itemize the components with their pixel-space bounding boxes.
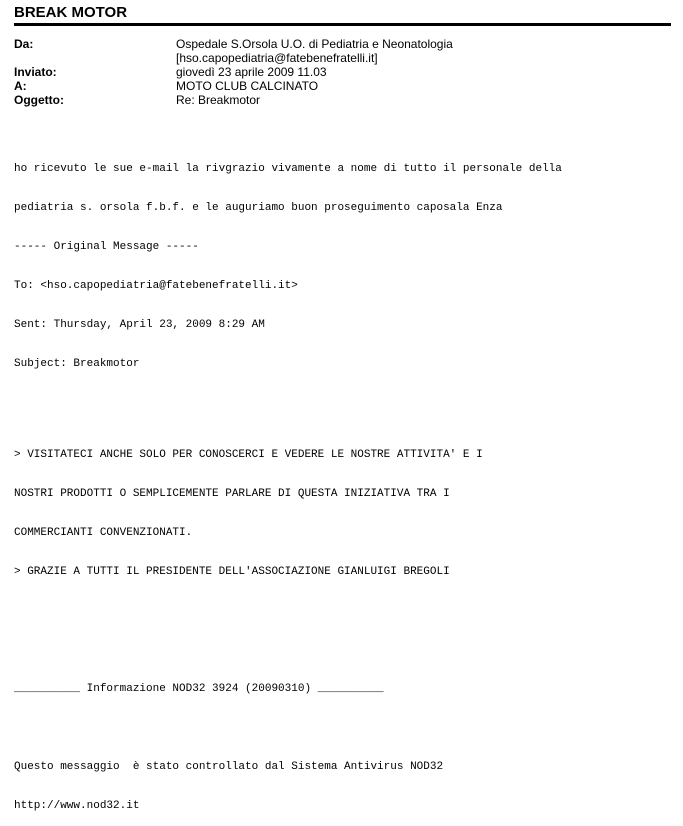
subject-label: Oggetto: [14,93,64,107]
email-body [14,137,562,826]
from-sender-name: Ospedale S.Orsola U.O. di Pediatria e Neonatologia [176,37,453,51]
sent-value: giovedì 23 aprile 2009 11.03 [176,65,327,79]
reply-line-1: ho ricevuto le sue e-mail la rivgrazio vivamente a nome di tutto il personale della [14,163,562,175]
original-sent: Sent: Thursday, April 23, 2009 8:29 AM [14,319,265,331]
from-value [176,37,453,65]
sent-label: Inviato: [14,65,57,79]
title-underline [14,23,671,26]
original-to: To: <hso.capopediatria@fatebenefratelli.it> [14,280,298,292]
spacer [14,605,562,657]
original-subject: Subject: Breakmotor [14,358,140,370]
original-message-header: ----- Original Message ----- [14,241,199,253]
quote-line-2: NOSTRI PRODOTTI O SEMPLICEMENTE PARLARE DI QUESTA INIZIATIVA TRA I [14,488,450,500]
quote-line-1: > VISITATECI ANCHE SOLO PER CONOSCERCI E VEDERE LE NOSTRE ATTIVITA' E I [14,449,483,461]
quote-line-3: COMMERCIANTI CONVENZIONATI. [14,527,193,539]
antivirus-line-1: Questo messaggio è stato controllato dal Sistema Antivirus NOD32 [14,761,444,773]
antivirus-info: __________ Informazione NOD32 3924 (20090310) __________ [14,683,384,695]
to-label: A: [14,79,27,93]
antivirus-link[interactable]: http://www.nod32.it [14,800,140,812]
email-title: BREAK MOTOR [14,4,128,21]
spacer [14,722,562,735]
quote-line-4: > GRAZIE A TUTTI IL PRESIDENTE DELL'ASSOCIAZIONE GIANLUIGI BREGOLI [14,566,450,578]
spacer [14,397,562,423]
from-sender-address[interactable]: [hso.capopediatria@fatebenefratelli.it] [176,51,378,65]
subject-value: Re: Breakmotor [176,93,261,107]
reply-line-2: pediatria s. orsola f.b.f. e le auguriamo buon proseguimento caposala Enza [14,202,503,214]
from-label: Da: [14,37,34,51]
to-value: MOTO CLUB CALCINATO [176,79,319,93]
